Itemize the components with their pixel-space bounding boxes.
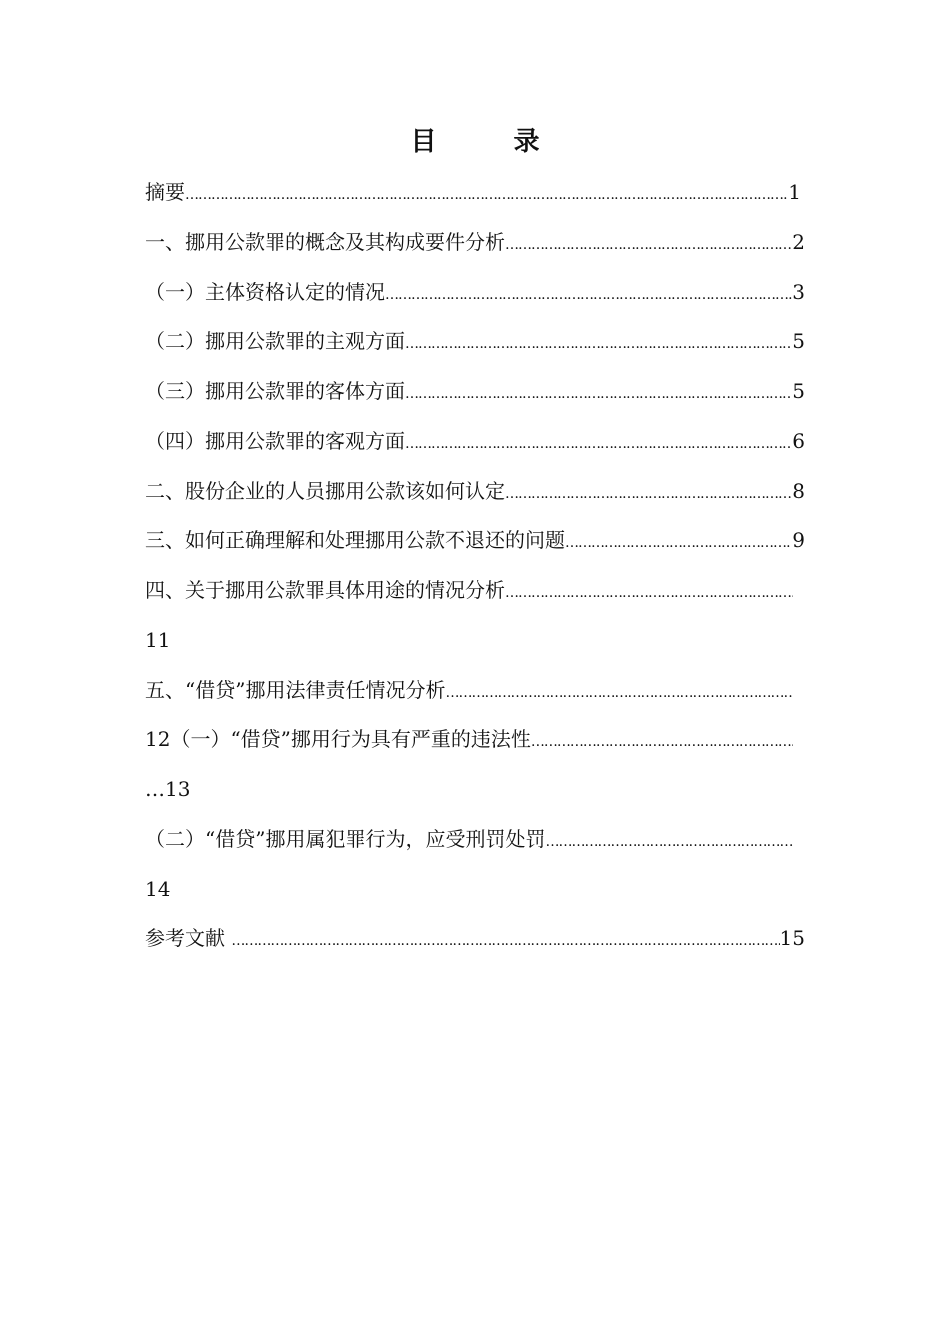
toc-entry	[145, 922, 805, 954]
toc-entry-label: 三、如何正确理解和处理挪用公款不退还的问题	[145, 528, 565, 552]
toc-leader-dots	[565, 527, 792, 556]
toc-entry-page: 6	[792, 429, 805, 453]
toc-leader-dots	[505, 229, 792, 258]
toc-entry	[145, 524, 805, 556]
toc-entry-label: （三）挪用公款罪的客体方面	[145, 379, 405, 403]
toc-entry-page: 5	[792, 379, 805, 403]
toc-entry	[145, 176, 801, 208]
toc-leader-dots	[185, 179, 788, 208]
toc-entry	[145, 375, 805, 407]
toc-entry-label: 四、关于挪用公款罪具体用途的情况分析	[145, 578, 505, 602]
toc-entry-page: 9	[792, 528, 805, 552]
toc-entry	[145, 325, 805, 357]
toc-entry-label: 摘要	[145, 180, 185, 204]
toc-entry-page: 3	[792, 280, 805, 304]
toc-leader-dots	[405, 428, 792, 457]
toc-leader-dots	[405, 328, 792, 357]
toc-entry-label: 五、“借贷”挪用法律责任情况分析	[145, 678, 446, 702]
toc-leader-dots	[545, 826, 793, 855]
toc-entry	[145, 723, 793, 755]
toc-entry	[145, 276, 805, 308]
toc-title: 目 录	[410, 127, 574, 157]
toc-wrapped-page-number: 14	[145, 877, 171, 901]
toc-entry-label: 参考文献	[145, 926, 232, 950]
toc-entry-label: （二）“借贷”挪用属犯罪行为，应受刑罚处罚	[145, 827, 546, 851]
toc-entry-label: 二、股份企业的人员挪用公款该如何认定	[145, 479, 505, 503]
toc-entry-label: （一）主体资格认定的情况	[145, 280, 385, 304]
toc-entry-label: 一、挪用公款罪的概念及其构成要件分析	[145, 230, 505, 254]
toc-leader-dots	[231, 925, 779, 954]
toc-leader-dots	[505, 577, 793, 606]
toc-wrapped-page-number: …13	[145, 777, 191, 801]
toc-entry	[145, 425, 805, 457]
toc-entry	[145, 823, 793, 855]
toc-entry	[145, 475, 805, 507]
toc-entry	[145, 574, 793, 606]
toc-entry-page: 1	[788, 180, 801, 204]
toc-entry-page: 15	[779, 926, 805, 950]
toc-entry-page: 2	[792, 230, 805, 254]
toc-leader-dots	[505, 478, 792, 507]
toc-entry-label: 12（一）“借贷”挪用行为具有严重的违法性	[145, 727, 531, 751]
toc-entry	[145, 674, 793, 706]
toc-leader-dots	[405, 378, 792, 407]
toc-entry	[145, 226, 805, 258]
toc-wrapped-page-number: 11	[145, 628, 171, 652]
toc-entry-label: （二）挪用公款罪的主观方面	[145, 329, 405, 353]
toc-entry-page: 5	[792, 329, 805, 353]
toc-leader-dots	[445, 677, 793, 706]
toc-leader-dots	[531, 726, 793, 755]
toc-entry-label: （四）挪用公款罪的客观方面	[145, 429, 405, 453]
toc-entry-page: 8	[792, 479, 805, 503]
toc-leader-dots	[385, 279, 792, 308]
